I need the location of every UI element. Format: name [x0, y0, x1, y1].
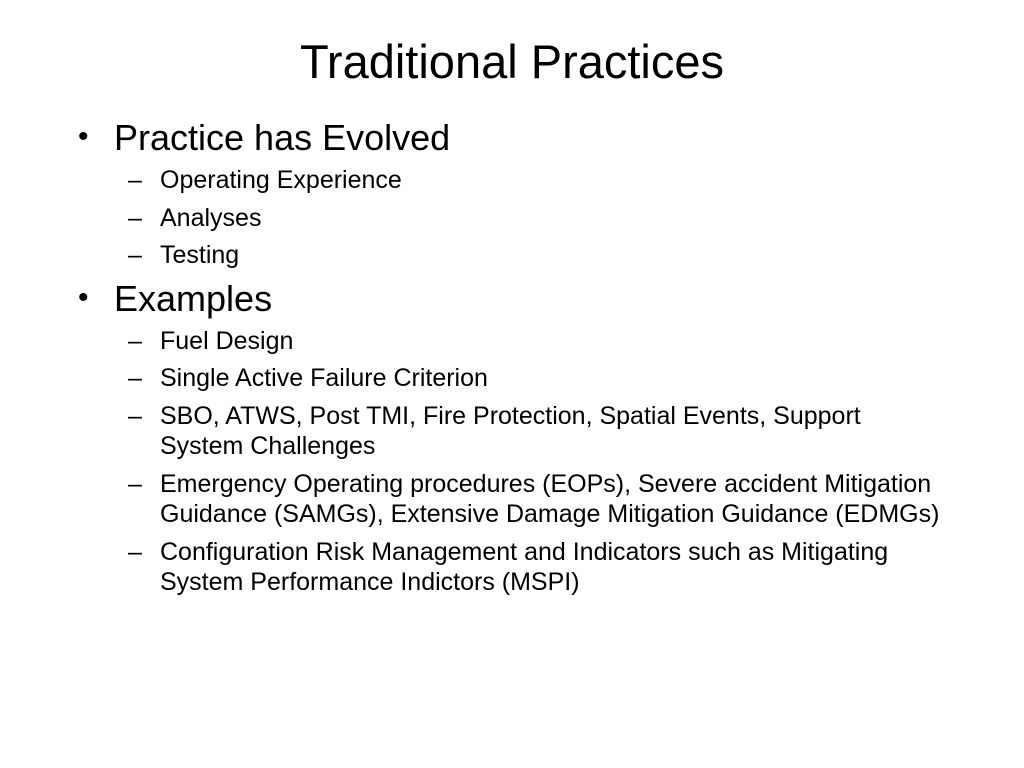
bullet-level2-label: SBO, ATWS, Post TMI, Fire Protection, Spatial Events, Support System Challenges [160, 401, 861, 461]
bullet-dash-icon: – [128, 364, 142, 393]
bullet-dash-icon: – [128, 537, 142, 566]
bullet-level2 [78, 203, 964, 234]
bullet-dash-icon: – [128, 241, 142, 269]
bullet-level2-label: Configuration Risk Management and Indicators such as Mitigating System Performance Indictors (MSPI) [160, 537, 889, 597]
bullet-group-examples [78, 279, 964, 598]
bullet-level2-label: Testing [160, 241, 240, 269]
bullet-dash-icon: – [128, 166, 142, 194]
bullet-level2 [78, 240, 964, 271]
bullet-level2 [78, 401, 964, 462]
bullet-level2 [78, 469, 964, 530]
page-title: Traditional Practices [299, 35, 725, 88]
bullet-dot-icon: • [78, 280, 89, 314]
bullet-level2-label: Fuel Design [160, 326, 294, 355]
bullet-level1 [78, 118, 964, 158]
bullet-dash-icon: – [128, 326, 142, 355]
bullet-level2-label: Emergency Operating procedures (EOPs), Severe accident Mitigation Guidance (SAMGs), Extensive Damage Mitigation Guidance (EDMGs) [160, 469, 940, 529]
bullet-level2-label: Single Active Failure Criterion [160, 364, 488, 393]
bullet-level2-label: Operating Experience [160, 166, 402, 194]
bullet-dash-icon: – [128, 401, 142, 430]
bullet-level2 [78, 165, 964, 196]
bullet-level1-label: Examples [114, 277, 273, 319]
slide-body [0, 88, 1024, 598]
bullet-dash-icon: – [128, 469, 142, 498]
bullet-dash-icon: – [128, 203, 142, 232]
bullet-level2-label: Analyses [160, 203, 262, 232]
bullet-group-practice-has-evolved [78, 118, 964, 271]
bullet-level2 [78, 537, 964, 598]
bullet-level2 [78, 363, 964, 394]
bullet-level2 [78, 326, 964, 357]
bullet-level1-label: Practice has Evolved [114, 116, 451, 158]
bullet-dot-icon: • [78, 119, 89, 153]
bullet-level1 [78, 279, 964, 319]
